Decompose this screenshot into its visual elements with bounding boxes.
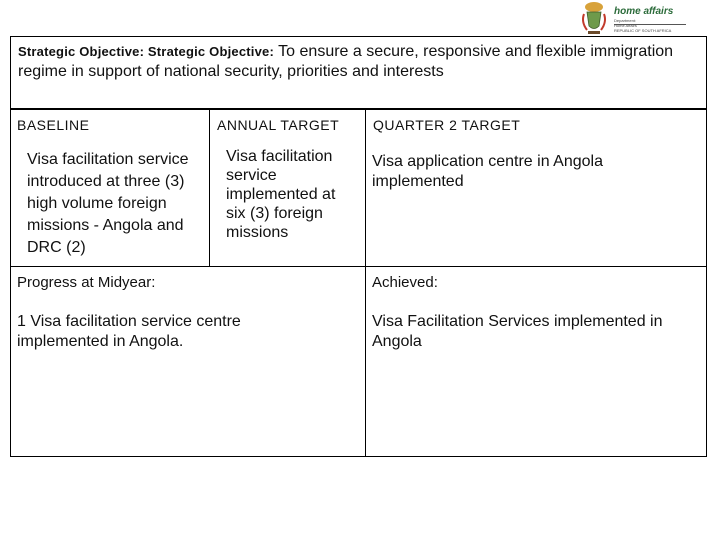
coat-of-arms-icon: [578, 0, 610, 36]
quarter-target-cell: Visa application centre in Angola implemented: [372, 153, 603, 190]
logo-sub-1: Department:: [614, 18, 637, 23]
progress-label: Progress at Midyear:: [17, 274, 156, 291]
objective-text: [18, 42, 698, 82]
logo-brand: home affairs: [614, 6, 674, 17]
objective-prefix: Strategic Objective: Strategic Objective:: [18, 44, 275, 59]
objective-body: To ensure a secure, responsive and flexible immigration regime in support of national security, priorities and interests: [18, 43, 674, 80]
logo-sub-3: REPUBLIC OF SOUTH AFRICA: [614, 28, 672, 33]
annual-target-cell: Visa facilitation service implemented at six (3) foreign missions: [226, 148, 336, 241]
baseline-cell: Visa facilitation service introduced at three (3) high volume foreign missions - Angola and DRC (2): [27, 151, 189, 256]
table-divider-1: [209, 109, 210, 266]
header-baseline: BASELINE: [17, 117, 90, 133]
home-affairs-logo: [578, 0, 693, 38]
logo-divider: [614, 24, 686, 25]
logo-text: [614, 2, 673, 33]
header-annual-target: ANNUAL TARGET: [217, 117, 340, 133]
achieved-text: Visa Facilitation Services implemented in Angola: [372, 313, 663, 350]
header-quarter-target: QUARTER 2 TARGET: [373, 117, 521, 133]
logo-sub-2: Home Affairs: [614, 23, 637, 28]
progress-text: 1 Visa facilitation service centre implemented in Angola.: [17, 313, 241, 350]
table-divider-2: [365, 109, 366, 457]
table-row-divider: [10, 266, 707, 267]
achieved-label: Achieved:: [372, 274, 438, 291]
